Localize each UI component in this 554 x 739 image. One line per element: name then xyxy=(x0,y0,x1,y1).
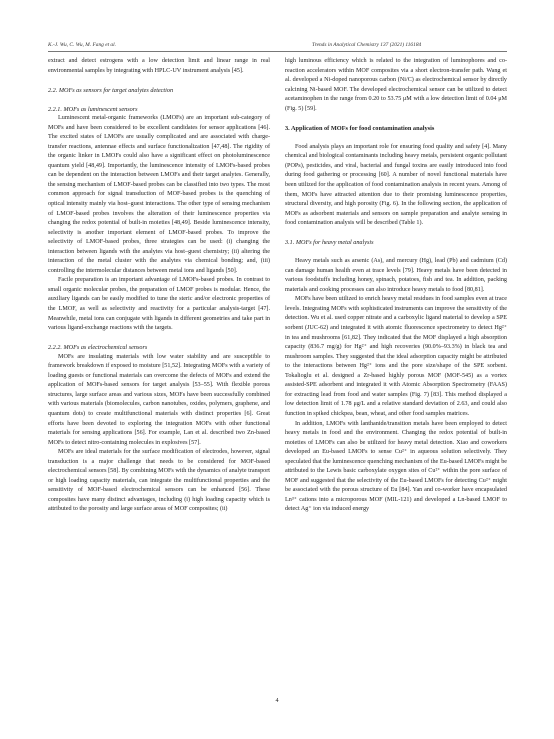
body-paragraph: Food analysis plays an important role for ensuring food quality and safety [4]. Many chemical and biological contaminants including heavy metals, persistent organic pollutant (POPs), pesticides, and viral, bacterial and fungal toxins are easily introduced into food during food gathering or processing [60]. A number of novel functional materials have been utilized for the application of food contamination analysis in recent years. Among of them, MOFs have attracted attention due to their promising luminescence properties, structural diversity, and high porosity (Fig. 6). In the following section, the application of MOFs as adsorbent materials and sensors on sample preparation and analyte sensing in food contamination analysis will be described (Table 1). xyxy=(285,143,507,227)
body-paragraph: Luminescent metal-organic frameworks (LMOFs) are an important sub-category of MOFs and have been considered to be excellent candidates for sensor applications [46]. The excited states of LMOFs are usually complicated and are associated with charge-transfer reactions, antennae effects and surface functionalization [47,48]. The rigidity of the organic linker in LMOFs could also have a significant effect on photoluminescence quantum yield [48,49]. Importantly, the luminescence intensity of LMOFs-based probes can be dependent on the interaction between LMOFs and their target analytes. Generally, the sensing mechanism of LMOF-based probes can be classified into two types. The most common approach for signal transduction of MOF-based probes is the quenching of optical intensity mainly via host–guest interactions. The other type of sensing mechanism of LMOF-based probes involves the alteration of their luminescence properties via changing the redox potential of built-in moieties [48,49]. Beside luminescence intensity, selectivity is another important element of LMOF-based probes. To improve the selectivity of LMOF-based probes, three strategies can be used: (i) changing the interaction between ligands with the analytes via host–guest chemistry; (ii) altering the interaction of the metal cluster with the analytes via chemical bonding; and, (iii) controlling the intermolecular distances between metal ions and ligands [50]. xyxy=(48,115,270,274)
body-paragraph: extract and detect estrogens with a low detection limit and linear range in real environmental samples by integrating with HPLC-UV instrument analysis [45]. xyxy=(48,58,270,74)
body-paragraph: high luminous efficiency which is related to the integration of luminophores and co-reaction accelerators within MOF composites via a short electron-transfer path. Wang et al. developed a Ni-doped nanoporous carbon (Ni/C) as electrochemical sensor by directly calcining Ni-based MOF. The developed electrochemical sensor can be utilized to detect acetaminophen in the range from 0.20 to 53.75 μM with a low detection limit of 0.04 μM (Fig. 5) [59]. xyxy=(285,58,507,112)
page-number: 4 xyxy=(275,697,279,704)
block-spacer xyxy=(285,248,507,258)
block-spacer xyxy=(48,95,270,105)
body-paragraph: In addition, LMOFs with lanthanide/transition metals have been employed to detect heavy metals in food and the environment. Changing the redox potential of built-in moieties of LMOFs can also be utilized for heavy metal detection. Xiao and coworkers developed an Eu-based LMOFs to sense Cu²⁺ in aqueous solution selectively. They speculated that the luminescence quenching mechanism of the Eu-based LMOFs might be attributed to the Lewis basic carboxylate oxygen sites of Cu²⁺ within the pore surface of MOF and suggested that the selectivity of the Eu-based LMOFs for detecting Cu²⁺ might be associated with the porous structure of Eu [84]. Yan and co-worker have encapsulated Ln³⁺ cations into a microporous MOF (MIL-121) and developed a Ln-based LMOF to detect Ag⁺ ion via induced energy xyxy=(285,420,507,513)
running-header-journal: Trends in Analytical Chemistry 137 (2021) 116184 xyxy=(312,42,422,48)
body-paragraph: MOFs have been utilized to enrich heavy metal residues in food samples even at trace levels. Integrating MOFs with sophisticated instruments can improve the sensitivity of the detection. Wu et al. used copper nitrate and a carboxylic ligand material to develop a SPE sorbent (JUC-62) and integrated it with atomic fluorescence spectrometry to detect Hg²⁺ in tea and mushrooms [61,82]. They indicated that the MOF displayed a high absorption capacity (836.7 mg/g) for Hg²⁺ and high recoveries (90.0%–93.3%) in black tea and mushroom samples. They suggested that the ideal adsorption capacity might be attributed to the interactions between Hg²⁺ ions and the pore size/shape of the SPE sorbent. Tokalioglu et al. designed a Zr-based highly porous MOF (MOF-545) as a vortex assisted-SPE adsorbent and integrated it with Atomic Absorption Spectrometry (FAAS) for extracting lead from food and water samples (Fig. 7) [83]. This method displayed a low detection limit of 1.78 μg/L and a relative standard deviation of 2.63, and could also function in spiked chickpea, bean, wheat, and other food samples matrices. xyxy=(285,296,507,417)
block-spacer xyxy=(48,76,270,86)
block-spacer xyxy=(48,334,270,344)
section-heading: 2.2.2. MOFs as electrochemical sensors xyxy=(48,344,148,352)
section-heading: 3.1. MOFs for heavy metal analysis xyxy=(285,239,374,247)
body-paragraph: Heavy metals such as arsenic (As), and mercury (Hg), lead (Pb) and cadmium (Cd) can damage human health even at trace levels [79]. Heavy metals have been detected in various foodstuffs including honey, spinach, potatoes, fish and tea. In addition, packing materials and cooking processes can also introduce heavy metals to food [80,81]. xyxy=(285,258,507,293)
block-spacer xyxy=(285,133,507,143)
body-paragraph: MOFs are insulating materials with low water stability and are susceptible to framework breakdown if exposed to moisture [51,52]. Integrating MOFs with a variety of loading guests or functional materials can overcome the defects of MOFs and extend the application of MOFs-based sensors for target analysis [53–55]. With flexible porous structures, large surface areas and various sizes, MOFs have been successfully combined with various materials (biomolecules, carbon nanotubes, oxides, polymers, graphene, and quantum dots) to create multifunctional materials with distinct properties [6]. Great efforts have been devoted to exploring the integration MOFs with other functional materials for sensing applications [56]. For example, Lan et al. described two Zn-based MOFs to detect nitro-containing molecules in explosives [57]. xyxy=(48,353,270,446)
header-rule xyxy=(48,51,507,52)
body-paragraph: MOFs are ideal materials for the surface modification of electrodes, however, signal transduction is a major challenge that needs to be considered for MOF-based electrochemical sensors [58]. By combining MOFs with the dynamics of analyte transport or high loading capacity materials, can integrate the multifunctional properties and the sensitivity of MOF-based electrochemical sensors can be enhanced [56]. These composites have many distinct advantages, including (i) high loading capacity which is attributed to the porosity and large surface areas of MOF composites; (ii) xyxy=(48,449,270,513)
block-spacer xyxy=(285,229,507,239)
block-spacer xyxy=(285,114,507,124)
section-heading: 2.2. MOFs as sensors for target analytes detection xyxy=(48,86,174,94)
right-column xyxy=(285,57,507,515)
section-heading: 2.2.1. MOFs as luminescent sensors xyxy=(48,105,138,113)
body-paragraph: Facile preparation is an important advantage of LMOFs-based probes. In contrast to small organic molecular probes, the preparation of LMOF probes is modular. Hence, the auxiliary ligands can be easily modified to tune the steric and/or electronic properties of the LMOF, as well as selectivity and reactivity for a particular analysis-target [47]. Meanwhile, metal ions can conjugate with ligands in different geometries and take part in various ligand-exchange reactions with the targets. xyxy=(48,277,270,332)
section-title: 3. Application of MOFs for food contamination analysis xyxy=(285,124,435,132)
running-header-authors: K.-J. Wu, C. Wu, M. Fang et al. xyxy=(48,42,116,48)
left-column xyxy=(48,57,270,515)
